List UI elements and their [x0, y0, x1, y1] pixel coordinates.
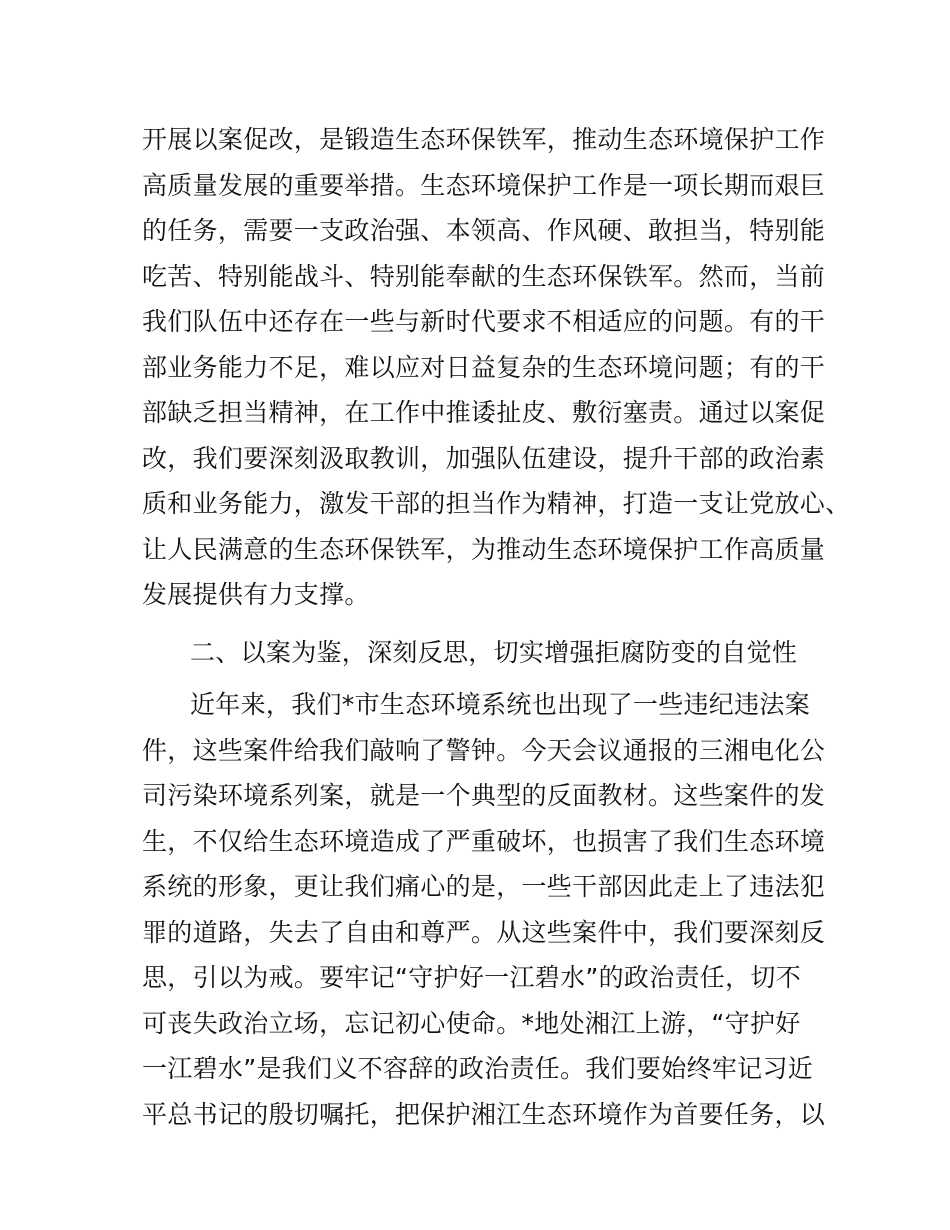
text-line: 生，不仅给生态环境造成了严重破坏，也损害了我们生态环境 [142, 826, 826, 856]
paragraph-2 [142, 682, 826, 1137]
text-line: 罪的道路，失去了自由和尊严。从这些案件中，我们要深刻反 [142, 917, 826, 947]
paragraph-1 [142, 117, 851, 618]
text-line: 的任务，需要一支政治强、本领高、作风硬、敢担当，特别能 [142, 216, 826, 245]
text-line: 发展提供有力支撑。 [142, 580, 370, 609]
text-line: 司污染环境系列案，就是一个典型的反面教材。这些案件的发 [142, 781, 826, 810]
text-line: 一江碧水”是我们义不容辞的政治责任。我们要始终牢记习近 [142, 1054, 814, 1083]
text-line: 部缺乏担当精神，在工作中推诿扯皮、敷衍塞责。通过以案促 [142, 398, 826, 427]
text-line: 系统的形象，更让我们痛心的是，一些干部因此走上了违法犯 [142, 872, 826, 901]
text-line: 思，引以为戒。要牢记“守护好一江碧水”的政治责任，切不 [142, 963, 802, 992]
text-line: 件，这些案件给我们敲响了警钟。今天会议通报的三湘电化公 [142, 735, 826, 765]
text-line: 开展以案促改，是锻造生态环保铁军，推动生态环境保护工作 [142, 125, 826, 154]
text-line: 让人民满意的生态环保铁军，为推动生态环境保护工作高质量 [142, 534, 826, 564]
text-line: 平总书记的殷切嘱托，把保护湘江生态环境作为首要任务，以 [142, 1099, 826, 1129]
section-heading: 二、以案为鉴，深刻反思，切实增强拒腐防变的自觉性 [190, 637, 798, 667]
document-body [142, 117, 851, 1137]
text-line: 可丧失政治立场，忘记初心使命。*地处湘江上游，“守护好 [142, 1008, 801, 1038]
text-line: 部业务能力不足，难以应对日益复杂的生态环境问题；有的干 [142, 352, 826, 382]
text-line: 我们队伍中还存在一些与新时代要求不相适应的问题。有的干 [142, 307, 826, 336]
text-line: 高质量发展的重要举措。生态环境保护工作是一项长期而艰巨 [142, 170, 826, 200]
text-line: 改，我们要深刻汲取教训，加强队伍建设，提升干部的政治素 [142, 443, 826, 473]
text-line: 质和业务能力，激发干部的担当作为精神，打造一支让党放心、 [142, 489, 851, 518]
text-line: 吃苦、特别能战斗、特别能奉献的生态环保铁军。然而，当前 [142, 261, 826, 291]
text-line: 近年来，我们*市生态环境系统也出现了一些违纪违法案 [190, 690, 811, 719]
